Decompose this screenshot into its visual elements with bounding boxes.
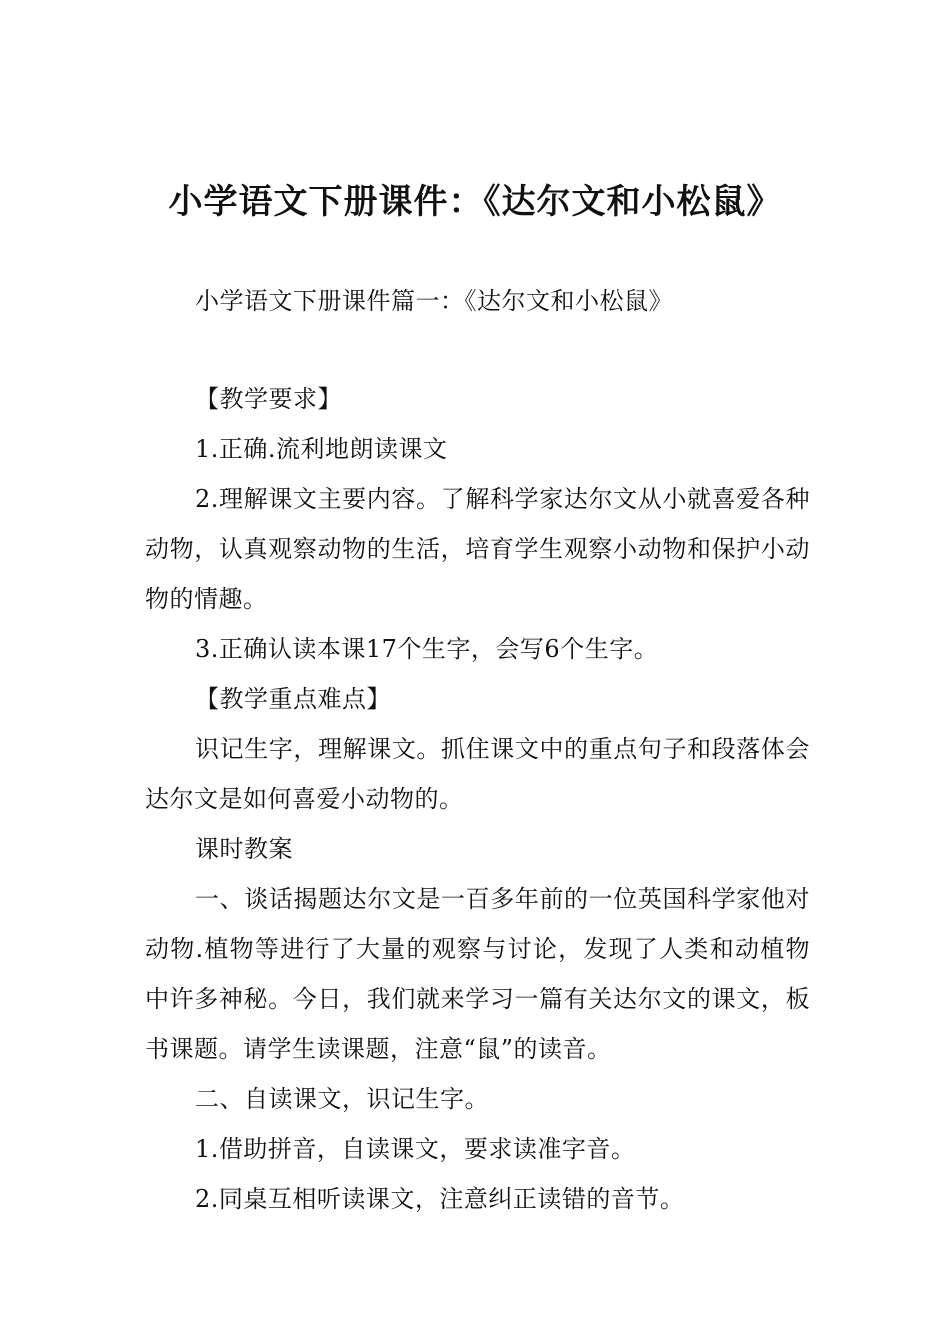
section-heading: 小学语文下册课件篇一：《达尔文和小松鼠》 [195,287,673,315]
lesson-step-2-item-1: 1.借助拼音，自读课文，要求读准字音。 [195,1135,636,1163]
lesson-step-2: 二、自读课文，识记生字。 [195,1085,489,1113]
document-title: 小学语文下册课件：《达尔文和小松鼠》 [168,182,782,222]
lesson-plan-heading: 课时教案 [195,835,293,863]
requirement-item-3: 3.正确认读本课17个生字，会写6个生字。 [195,635,659,663]
lesson-step-1: 一、谈话揭题达尔文是一百多年前的一位英国科学家他对动物.植物等进行了大量的观察与讨论，发现了人类和动植物中许多神秘。今日，我们就来学习一篇有关达尔文的课文，板书课题。请学生读课题，注意“鼠”的读音。 [145,885,810,1063]
requirement-item-2: 2.理解课文主要内容。了解科学家达尔文从小就喜爱各种动物，认真观察动物的生活，培育学生观察小动物和保护小动物的情趣。 [145,485,810,613]
key-points-heading: 【教学重点难点】 [195,685,391,713]
teaching-requirements-heading: 【教学要求】 [195,385,342,413]
lesson-step-2-item-2: 2.同桌互相听读课文，注意纠正读错的音节。 [195,1185,685,1213]
key-points-body: 识记生字，理解课文。抓住课文中的重点句子和段落体会达尔文是如何喜爱小动物的。 [145,735,810,813]
requirement-item-1: 1.正确.流利地朗读课文 [195,435,448,463]
